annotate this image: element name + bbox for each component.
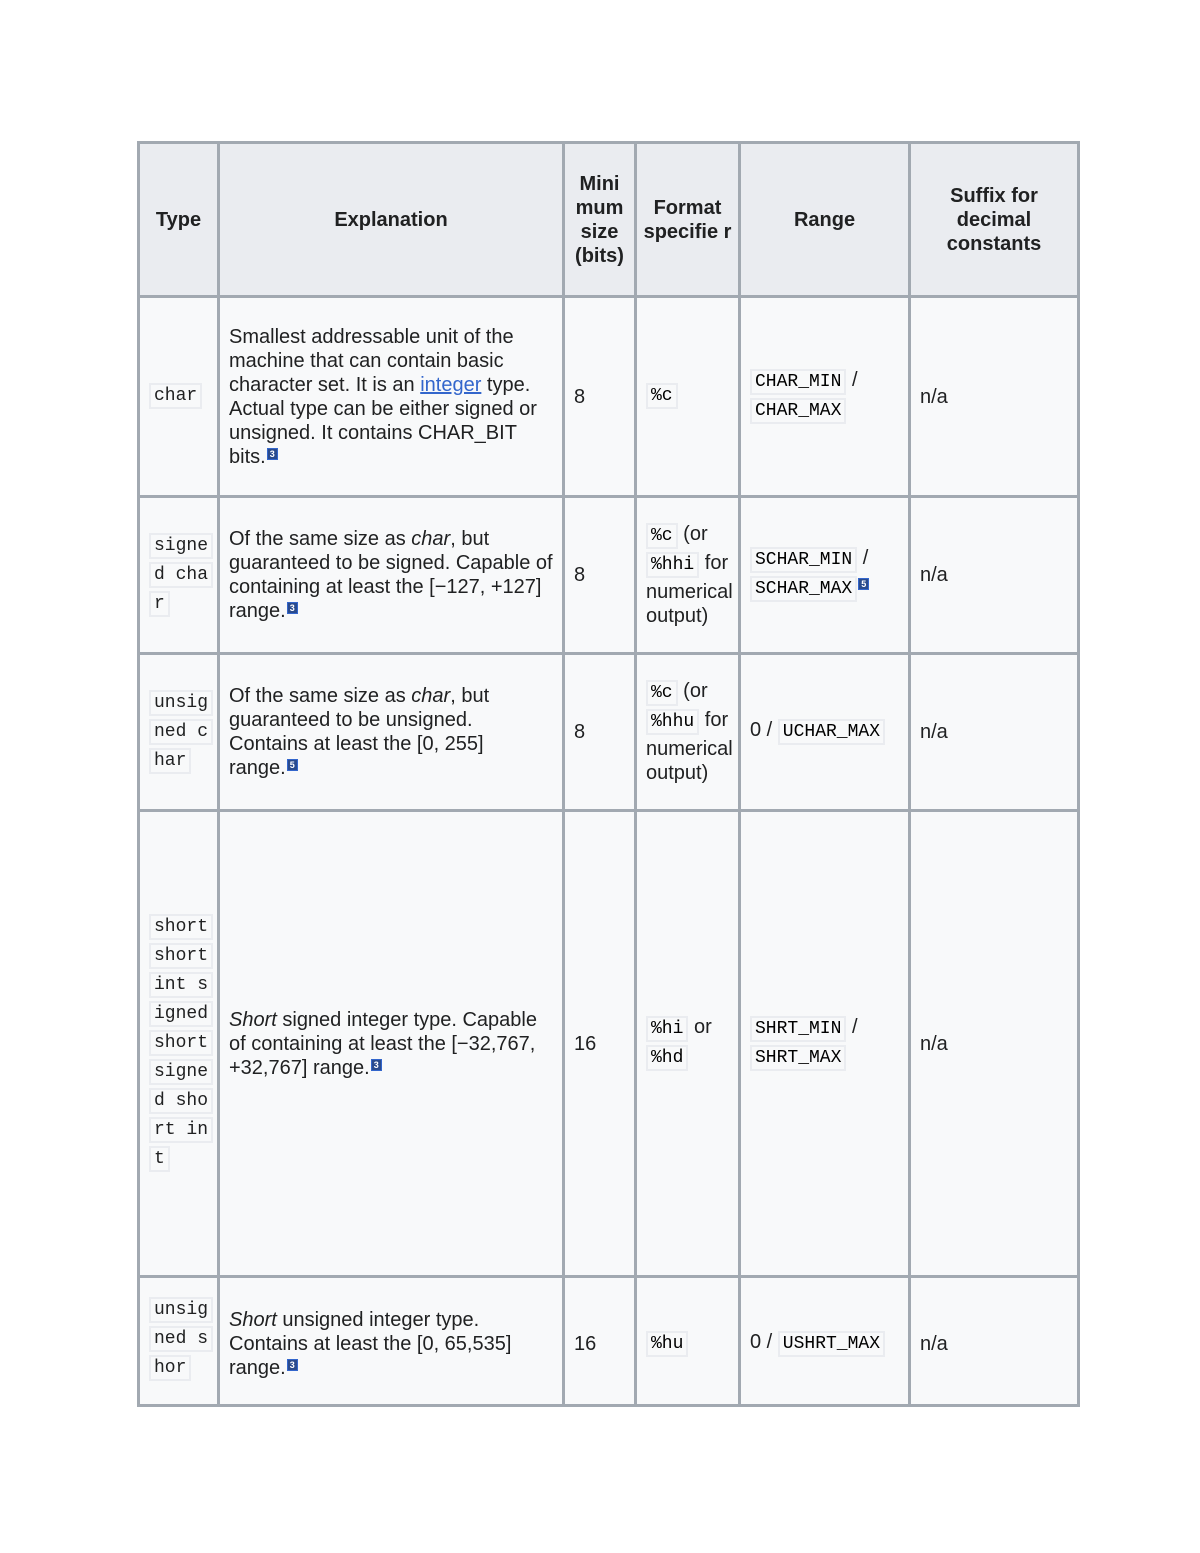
explanation-cell: Smallest addressable unit of the machine that can contain basic character set. It is an integer type. Actual type can be either signed or unsigned. It contains CHAR_BIT bits. $^3$ xyxy=(219,297,564,497)
reference-marker[interactable]: 3 xyxy=(267,448,278,460)
format-cell xyxy=(636,1277,740,1406)
range-min-code: CHAR_MIN xyxy=(750,369,846,395)
type-cell xyxy=(139,654,219,811)
range-cell: CHAR_MIN / CHAR_MAX xyxy=(740,297,910,497)
range-cell: 0 / USHRT_MAX xyxy=(740,1277,910,1406)
explanation-cell: Of the same size as char, but guaranteed to be unsigned. Contains at least the [0, 255] range. $^5$ xyxy=(219,654,564,811)
range-max-code: UCHAR_MAX xyxy=(778,719,885,745)
range-max-code: SHRT_MAX xyxy=(750,1045,846,1071)
type-code: signed char xyxy=(149,533,213,617)
header-row xyxy=(139,143,1079,297)
reference-marker[interactable]: 5 xyxy=(287,759,298,771)
min-size-cell: 16 xyxy=(564,811,636,1277)
format-code: %c xyxy=(646,383,678,409)
explanation-cell: Short signed integer type. Capable of containing at least the [−32,767, +32,767] range. $^3$ xyxy=(219,811,564,1277)
table-row-unsigned-short xyxy=(139,1277,1079,1406)
format-cell: %hi or %hd xyxy=(636,811,740,1277)
table-row-signed-char xyxy=(139,497,1079,654)
format-code: %hu xyxy=(646,1331,688,1357)
range-cell: SCHAR_MIN / SCHAR_MAX $^5$ xyxy=(740,497,910,654)
reference-marker[interactable]: 3 xyxy=(287,602,298,614)
reference-marker[interactable]: 3 xyxy=(287,1359,298,1371)
type-cell xyxy=(139,811,219,1277)
range-max-code: USHRT_MAX xyxy=(778,1331,885,1357)
header-suffix: Suffix for decimal constants xyxy=(910,143,1079,297)
format-code: %c xyxy=(646,680,678,706)
type-code: char xyxy=(149,383,202,409)
header-explanation: Explanation xyxy=(219,143,564,297)
type-code: unsigned shor xyxy=(149,1297,213,1381)
min-size-cell: 8 xyxy=(564,497,636,654)
type-code: unsigned char xyxy=(149,690,213,774)
table-row-char xyxy=(139,297,1079,497)
explanation-cell: Short unsigned integer type. Contains at least the [0, 65,535] range. $^3$ xyxy=(219,1277,564,1406)
format-code-2: %hhu xyxy=(646,709,699,735)
format-cell: %c (or %hhi for numerical output) xyxy=(636,497,740,654)
range-max-code: CHAR_MAX xyxy=(750,398,846,424)
type-code: short short int signed short signed short int xyxy=(149,914,213,1172)
type-cell xyxy=(139,1277,219,1406)
header-range: Range xyxy=(740,143,910,297)
suffix-cell: n/a xyxy=(910,654,1079,811)
suffix-cell: n/a xyxy=(910,811,1079,1277)
min-size-cell: 8 xyxy=(564,654,636,811)
integer-link[interactable]: integer xyxy=(420,373,482,396)
format-code: %hi xyxy=(646,1016,688,1042)
range-cell: 0 / UCHAR_MAX xyxy=(740,654,910,811)
suffix-cell: n/a xyxy=(910,497,1079,654)
min-size-cell: 16 xyxy=(564,1277,636,1406)
header-min-size: Mini mum size (bits) xyxy=(564,143,636,297)
range-min-code: SHRT_MIN xyxy=(750,1016,846,1042)
format-code-2: %hd xyxy=(646,1045,688,1071)
range-max-code: SCHAR_MAX xyxy=(750,576,857,602)
suffix-cell: n/a xyxy=(910,1277,1079,1406)
range-cell: SHRT_MIN / SHRT_MAX xyxy=(740,811,910,1277)
type-cell xyxy=(139,297,219,497)
header-format-specifier: Format specifie r xyxy=(636,143,740,297)
format-cell: %c (or %hhu for numerical output) xyxy=(636,654,740,811)
min-size-cell: 8 xyxy=(564,297,636,497)
table-row-unsigned-char xyxy=(139,654,1079,811)
c-integer-types-table xyxy=(137,141,1080,1407)
reference-marker[interactable]: 3 xyxy=(371,1059,382,1071)
suffix-cell: n/a xyxy=(910,297,1079,497)
reference-marker[interactable]: 5 xyxy=(858,578,869,590)
header-type: Type xyxy=(139,143,219,297)
explanation-cell: Of the same size as char, but guaranteed to be signed. Capable of containing at least the [−127, +127] range. $^3$ xyxy=(219,497,564,654)
format-cell xyxy=(636,297,740,497)
table-row-short xyxy=(139,811,1079,1277)
range-min-code: SCHAR_MIN xyxy=(750,547,857,573)
format-code-2: %hhi xyxy=(646,552,699,578)
type-cell xyxy=(139,497,219,654)
format-code: %c xyxy=(646,523,678,549)
